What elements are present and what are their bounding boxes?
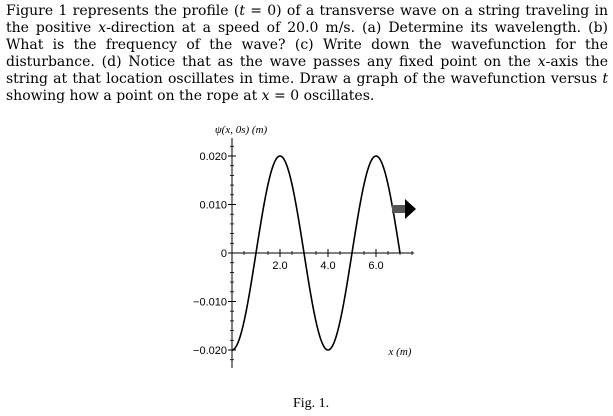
direction-arrow-tail	[392, 205, 405, 213]
y-tick-label: −0.010	[193, 296, 227, 309]
y-tick-label: 0.010	[199, 199, 227, 212]
y-tick-label: 0.020	[199, 151, 227, 163]
x-tick-label: 6.0	[368, 260, 384, 272]
x-tick-label: 4.0	[320, 260, 336, 272]
y-tick-label: −0.020	[193, 345, 227, 357]
y-tick-label: 0	[220, 248, 227, 260]
problem-text: Figure 1 represents the profile (t = 0) of a transverse wave on a string traveling in the positive x-direction at a speed of 20.0 m/s. (a) Determine its wavelength. (b) What is the frequency of the wave? (c) Write down the wavefunction for the disturbance. (d) Notice that as the wave passes any fixed point on the x-axis the string at that location oscillates in time. Draw a graph of the wavefunction versus t showing how a point on the rope at x = 0 oscillates.	[6, 3, 609, 104]
figure-caption: Fig. 1.	[293, 396, 330, 411]
x-axis-label: x (m)	[388, 346, 412, 358]
x-tick-label: 2.0	[272, 260, 288, 272]
y-axis-label: ψ(x, 0s) (m)	[214, 124, 268, 136]
